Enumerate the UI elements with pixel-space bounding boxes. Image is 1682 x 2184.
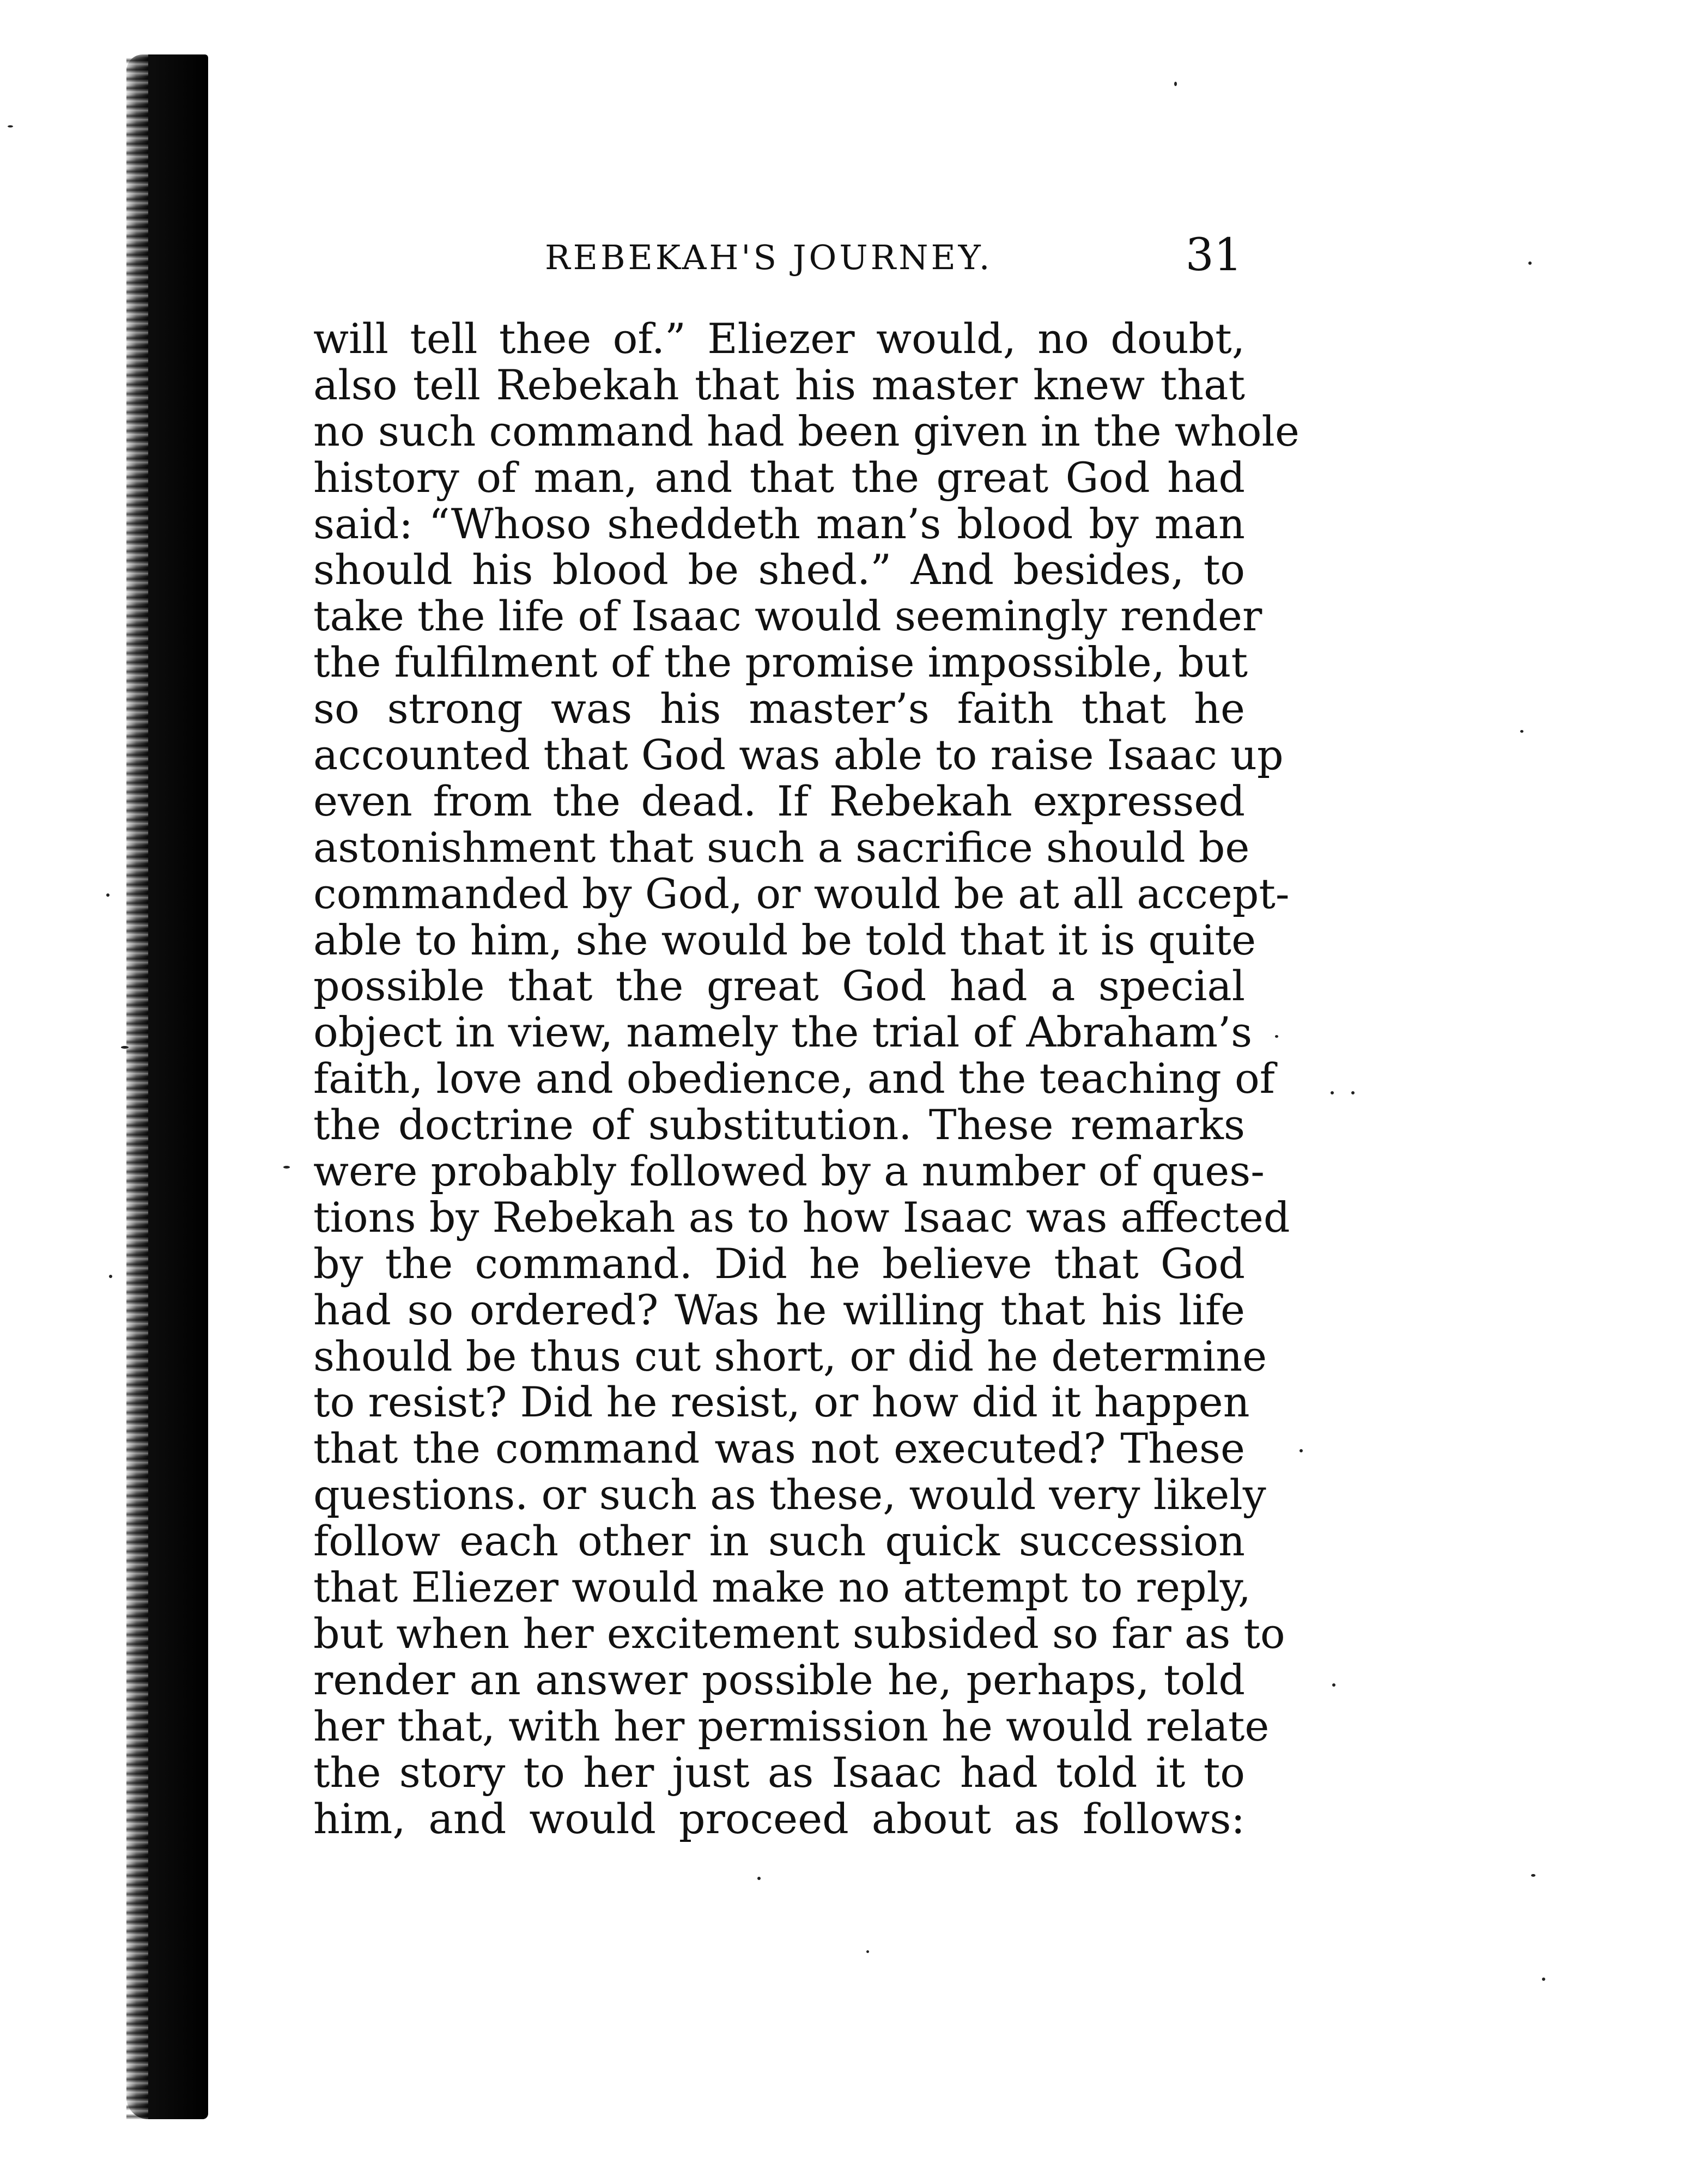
scan-speck [8, 125, 13, 127]
text-line: able to him, she would be told that it is quite [313, 915, 1256, 964]
scan-speck [1528, 261, 1532, 265]
text-line: even from the dead. If Rebekah expressed [313, 776, 1245, 825]
text-line: should his blood be shed.” And besides, to [313, 545, 1245, 594]
text-line: so strong was his master’s faith that he [313, 684, 1245, 733]
text-line: the story to her just as Isaac had told it to [313, 1748, 1245, 1797]
text-line: history of man, and that the great God had [313, 453, 1245, 502]
text-line: will tell thee of.” Eliezer would, no doubt, [313, 314, 1245, 363]
text-line: by the command. Did he believe that God [313, 1239, 1245, 1288]
text-line: follow each other in such quick succession [313, 1517, 1245, 1566]
scan-speck [1531, 1874, 1535, 1877]
text-line: the doctrine of substitution. These remarks [313, 1100, 1245, 1149]
text-line: render an answer possible he, perhaps, told [313, 1655, 1245, 1704]
scan-speck [1542, 1978, 1545, 1981]
text-line: take the life of Isaac would seemingly render [313, 592, 1262, 641]
text-line: no such command had been given in the whole [313, 406, 1300, 455]
text-line: possible that the great God had a special [313, 962, 1245, 1011]
body-text [313, 314, 1300, 1843]
scan-speck [1300, 1449, 1303, 1452]
text-line: faith, love and obedience, and the teaching of [313, 1054, 1275, 1103]
scan-speck [1520, 730, 1523, 733]
scan-speck [283, 1166, 290, 1169]
binding-edge [126, 54, 208, 2119]
text-line: commanded by God, or would be at all accept- [313, 869, 1290, 918]
scan-speck [1332, 1683, 1335, 1687]
text-line: tions by Rebekah as to how Isaac was affected [313, 1193, 1290, 1242]
page-number: 31 [1185, 229, 1242, 281]
scan-speck [1275, 1035, 1278, 1038]
scan-speck [121, 1046, 129, 1049]
text-line: questions. or such as these, would very likely [313, 1470, 1266, 1519]
text-line: accounted that God was able to raise Isaac up [313, 731, 1284, 780]
text-line: the fulfilment of the promise impossible, but [313, 638, 1248, 687]
text-line: also tell Rebekah that his master knew that [313, 360, 1245, 409]
text-line: were probably followed by a number of ques- [313, 1147, 1265, 1196]
text-line: him, and would proceed about as follows: [313, 1794, 1245, 1843]
text-line: object in view, namely the trial of Abraham’s [313, 1008, 1253, 1057]
scan-speck [109, 1275, 112, 1278]
scan-speck [1351, 1091, 1355, 1094]
scan-speck [1174, 82, 1177, 86]
text-line: that the command was not executed? These [313, 1424, 1245, 1473]
text-line: her that, with her permission he would relate [313, 1701, 1270, 1750]
text-line: to resist? Did he resist, or how did it happen [313, 1378, 1250, 1427]
scan-speck [1331, 1091, 1334, 1094]
running-header [316, 229, 1242, 282]
text-line: but when her excitement subsided so far as to [313, 1609, 1285, 1658]
scan-speck [757, 1877, 761, 1880]
text-line: that Eliezer would make no attempt to reply, [313, 1563, 1251, 1612]
text-line: astonishment that such a sacrifice should be [313, 823, 1250, 872]
text-line: said: “Whoso sheddeth man’s blood by man [313, 499, 1245, 548]
scan-speck [106, 893, 110, 897]
running-title: REBEKAH'S JOURNEY. [545, 238, 993, 277]
text-line: had so ordered? Was he willing that his life [313, 1285, 1245, 1334]
text-line: should be thus cut short, or did he determine [313, 1331, 1267, 1380]
scan-speck [866, 1950, 869, 1953]
